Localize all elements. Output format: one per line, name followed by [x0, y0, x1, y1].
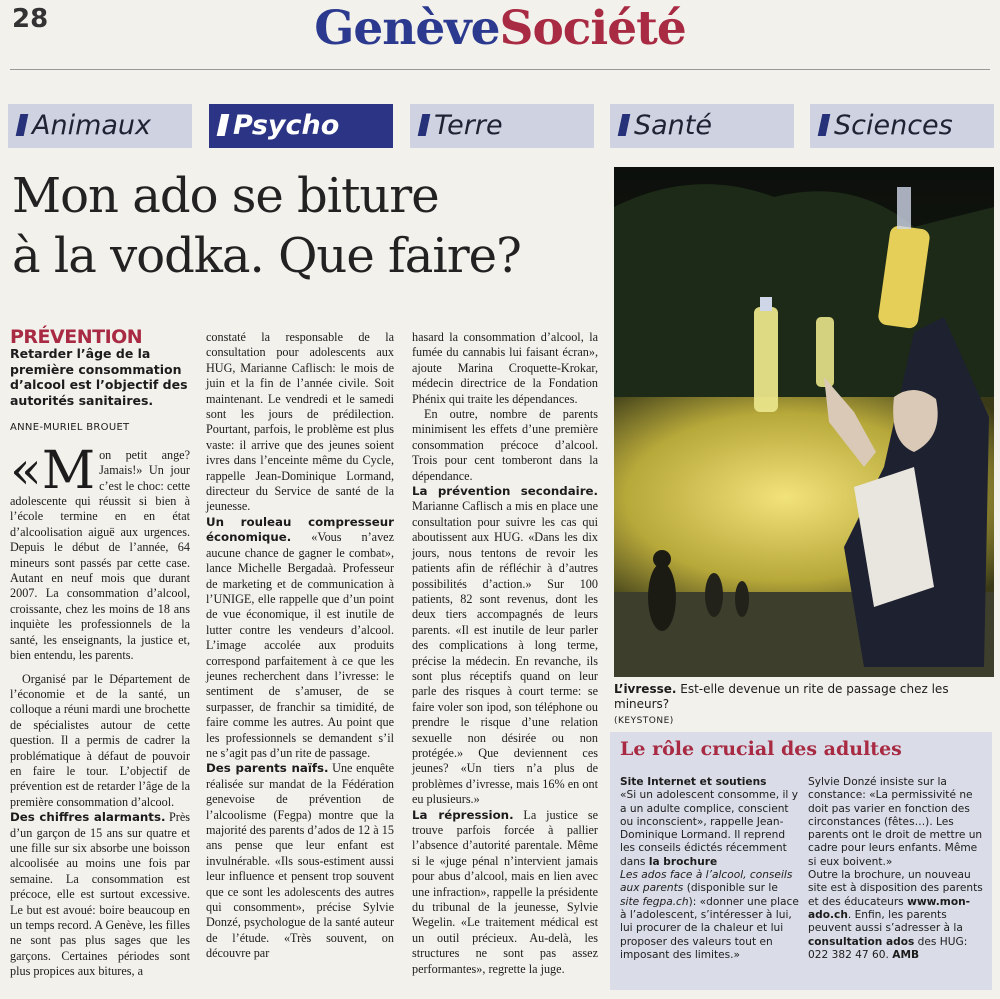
article-column-2: [206, 330, 394, 962]
party-photo-illustration: [614, 167, 994, 677]
website-link[interactable]: www.mon-ado.ch: [808, 895, 971, 921]
tab-sante[interactable]: Santé: [610, 104, 794, 148]
subheading: Des parents naïfs.: [206, 761, 329, 776]
paragraph: «Mon petit ange? Jamais!» Un jour c’est le choc: cette adolescente qui réussit si bien à l’école termine en en état d’alcoolisation aiguë aux urgences. Depuis le début de l’année, 64 mineurs sont passés par cette case. Autant en neuf mois que durant 2007. La consommation d’alcool, croissante, chez les moins de 18 ans inquiète les professionnels de la santé, les enseignants, la justice et, bien entendu, les parents.: [10, 440, 190, 663]
article-photo: [614, 167, 994, 677]
paragraph: En outre, nombre de parents minimisent les effets d’une première consommation précoce d’alcool. Trois pour cent tomberont dans la dépendance.: [412, 407, 598, 483]
paragraph: constaté la responsable de la consultation pour adolescents aux HUG, Marianne Caflisch: le mois de juin et la fin de l’année civile. Soit maintenant. Le vendredi et le samedi sont les jours de prédilection. Pourtant, parfois, le problème est plus vaste: il arrive que des jeunes soient ivres dans l’enceinte même du Cycle, rappelle Jean-Dominique Lormand, directeur du Service de santé de la jeunesse.: [206, 330, 394, 514]
photo-credit: (KEYSTONE): [614, 716, 674, 726]
masthead-societe: Société: [499, 1, 686, 56]
signature: AMB: [892, 948, 920, 961]
box-subheading: Site Internet et soutiens: [620, 776, 767, 788]
article-column-3: [412, 330, 598, 977]
tab-terre[interactable]: Terre: [410, 104, 594, 148]
tab-marker-icon: [217, 114, 230, 136]
subheading: La répression.: [412, 807, 514, 822]
tab-marker-icon: [618, 114, 631, 136]
paragraph: hasard la consommation d’alcool, la fumée du cannabis lui faisant écran», ajoute Marina Croquette-Krokar, médecin directrice de la Fondation Phénix qui traite les dépendances.: [412, 330, 598, 406]
headline-line-2: à la vodka. Que faire?: [12, 228, 521, 284]
masthead: [0, 0, 1000, 60]
box-title: Le rôle crucial des adultes: [620, 738, 902, 760]
tab-sciences[interactable]: Sciences: [810, 104, 994, 148]
tab-animaux[interactable]: Animaux: [8, 104, 192, 148]
headline-line-1: Mon ado se biture: [12, 168, 439, 224]
paragraph: Des parents naïfs. Une enquête réalisée sur mandat de la Fédération genevoise de prévention de l’alcoolisme (Fegpa) montre que la majorité des parents d’ados de 12 à 15 ans pense que leur enfant est invulnérable. «Ils sous-estiment aussi leur influence et pensent trop souvent que ce sont les adolescents des autres qui consomment», précise Sylvie Donzé, psychologue de la santé auteur de l’étude. «Très souvent, on découvre par: [206, 761, 394, 961]
caption-title: L’ivresse.: [614, 682, 677, 696]
masthead-geneve: Genève: [314, 1, 500, 56]
photo-caption: [614, 682, 1000, 729]
page-number: 28: [12, 4, 49, 34]
paragraph: Des chiffres alarmants. Près d’un garçon de 15 ans sur quatre et une fille sur six absorbe une boisson alcoolisée au moins une fois par semaine. La consommation est précoce, elle est surtout excessive. Le but est avoué: boire beaucoup en un temps record. A Genève, les filles ne sont pas plus sages que les garçons. Certaines périodes sont plus propices aux bitures, a: [10, 810, 190, 979]
masthead-rule: [10, 69, 990, 70]
kicker: PRÉVENTION: [10, 326, 143, 348]
dropcap: «M: [10, 440, 96, 501]
tab-marker-icon: [818, 114, 831, 136]
subheading: Des chiffres alarmants.: [10, 810, 166, 825]
subheading: La prévention secondaire.: [412, 484, 598, 499]
paragraph: Organisé par le Département de l’économie et de la santé, un colloque a réuni mardi une brochette de spécialistes autour de cette question. Il a permis de cadrer la problématique à défaut de pouvoir en faire le tour. L’objectif de prévention est de retarder l’âge de la première consommation d’alcool.: [10, 671, 190, 809]
lead-paragraph: Retarder l’âge de la première consommation d’alcool est l’objectif des autorités sanitaires.: [10, 346, 188, 408]
tab-psycho[interactable]: Psycho: [209, 104, 393, 148]
article-column-1: [10, 326, 190, 980]
paragraph: Un rouleau compresseur économique. «Vous n’avez aucune chance de gagner le combat», lance Michelle Bergadaà. Professeur de marketing et de communication à l’UNIGE, elle rappelle que d’un point de vue économique, il est inutile de lutter contre les vendeurs d’alcool. L’image accolée aux produits correspond parfaitement à ce que les jeunes recherchent dans l’ivresse: le sentiment de s’amuser, de se surpasser, de franchir sa timidité, de faire comme les autres. Au point que les professionnels se demandent s’il ne s’agit pas d’un rite de passage.: [206, 514, 394, 760]
subheading: Un rouleau compresseur économique.: [206, 514, 394, 545]
byline: ANNE-MURIEL BROUET: [10, 422, 130, 434]
paragraph: La répression. La justice se trouve parfois forcée à pallier l’absence d’autorité parentale. Même si le «juge pénal n’intervient jamais pour abus d’alcool, mais en lien avec une infraction», rappelle la présidente du tribunal de la jeunesse, Sylvie Wegelin. «Le traitement médical est un outil précieux. Au-delà, les structures ne sont pas assez performantes», regrette la juge.: [412, 807, 598, 976]
paragraph: La prévention secondaire. Marianne Caflisch a mis en place une consultation pour suivre les cas qui aboutissent aux HUG. «Dans les dix jours, nous tentons de revoir les patients afin de réfléchir à d’autres possibilités d’action.» Sur 100 patients, 82 sont revenus, dont les deux tiers accompagnés de leurs parents. «Il est inutile de leur parler des complications à long terme, précise la médecin. En revanche, ils sont plus réceptifs quand on leur parle des risques à court terme: se faire voler son ipod, son téléphone ou prendre le risque d’une relation sexuelle non désirée ou non protégée.» Que deviennent ces jeunes? «Un tiers n’a plus de problèmes d’ivresse, mais 16% en ont eu plusieurs.»: [412, 484, 598, 807]
headline: [12, 166, 607, 286]
section-tabs: [0, 104, 1000, 148]
tab-marker-icon: [418, 114, 431, 136]
tab-marker-icon: [16, 114, 29, 136]
box-column-right: Sylvie Donzé insiste sur la constance: «La permissivité ne doit pas varier en fonction des circonstances (fêtes…). Les parents ont le droit de mettre un cadre pour leurs enfants. Même si eux boivent.» Outre la brochure, un nouveau site est à disposition des parents et des éducateurs www.mon-ado.ch. Enfin, les parents peuvent aussi s’adresser à la consultation ados des HUG: 022 382 47 60. AMB: [808, 776, 983, 961]
sidebar-box: [610, 732, 992, 990]
caption-text: Est-elle devenue un rite de passage chez les mineurs?: [614, 682, 949, 711]
box-column-left: Site Internet et soutiens «Si un adolescent consomme, il y a un adulte complice, conscient ou inconscient», rappelle Jean-Dominique Lormand. Il reprend les conseils édictés récemment dans la brochure Les ados face à l’alcool, conseils aux parents (disponible sur le site fegpa.ch): «donner une place à l’adolescent, s’intéresser à lui, lui procurer de la chaleur et lui proposer des valeurs tout en imposant des limites.»: [620, 776, 799, 961]
